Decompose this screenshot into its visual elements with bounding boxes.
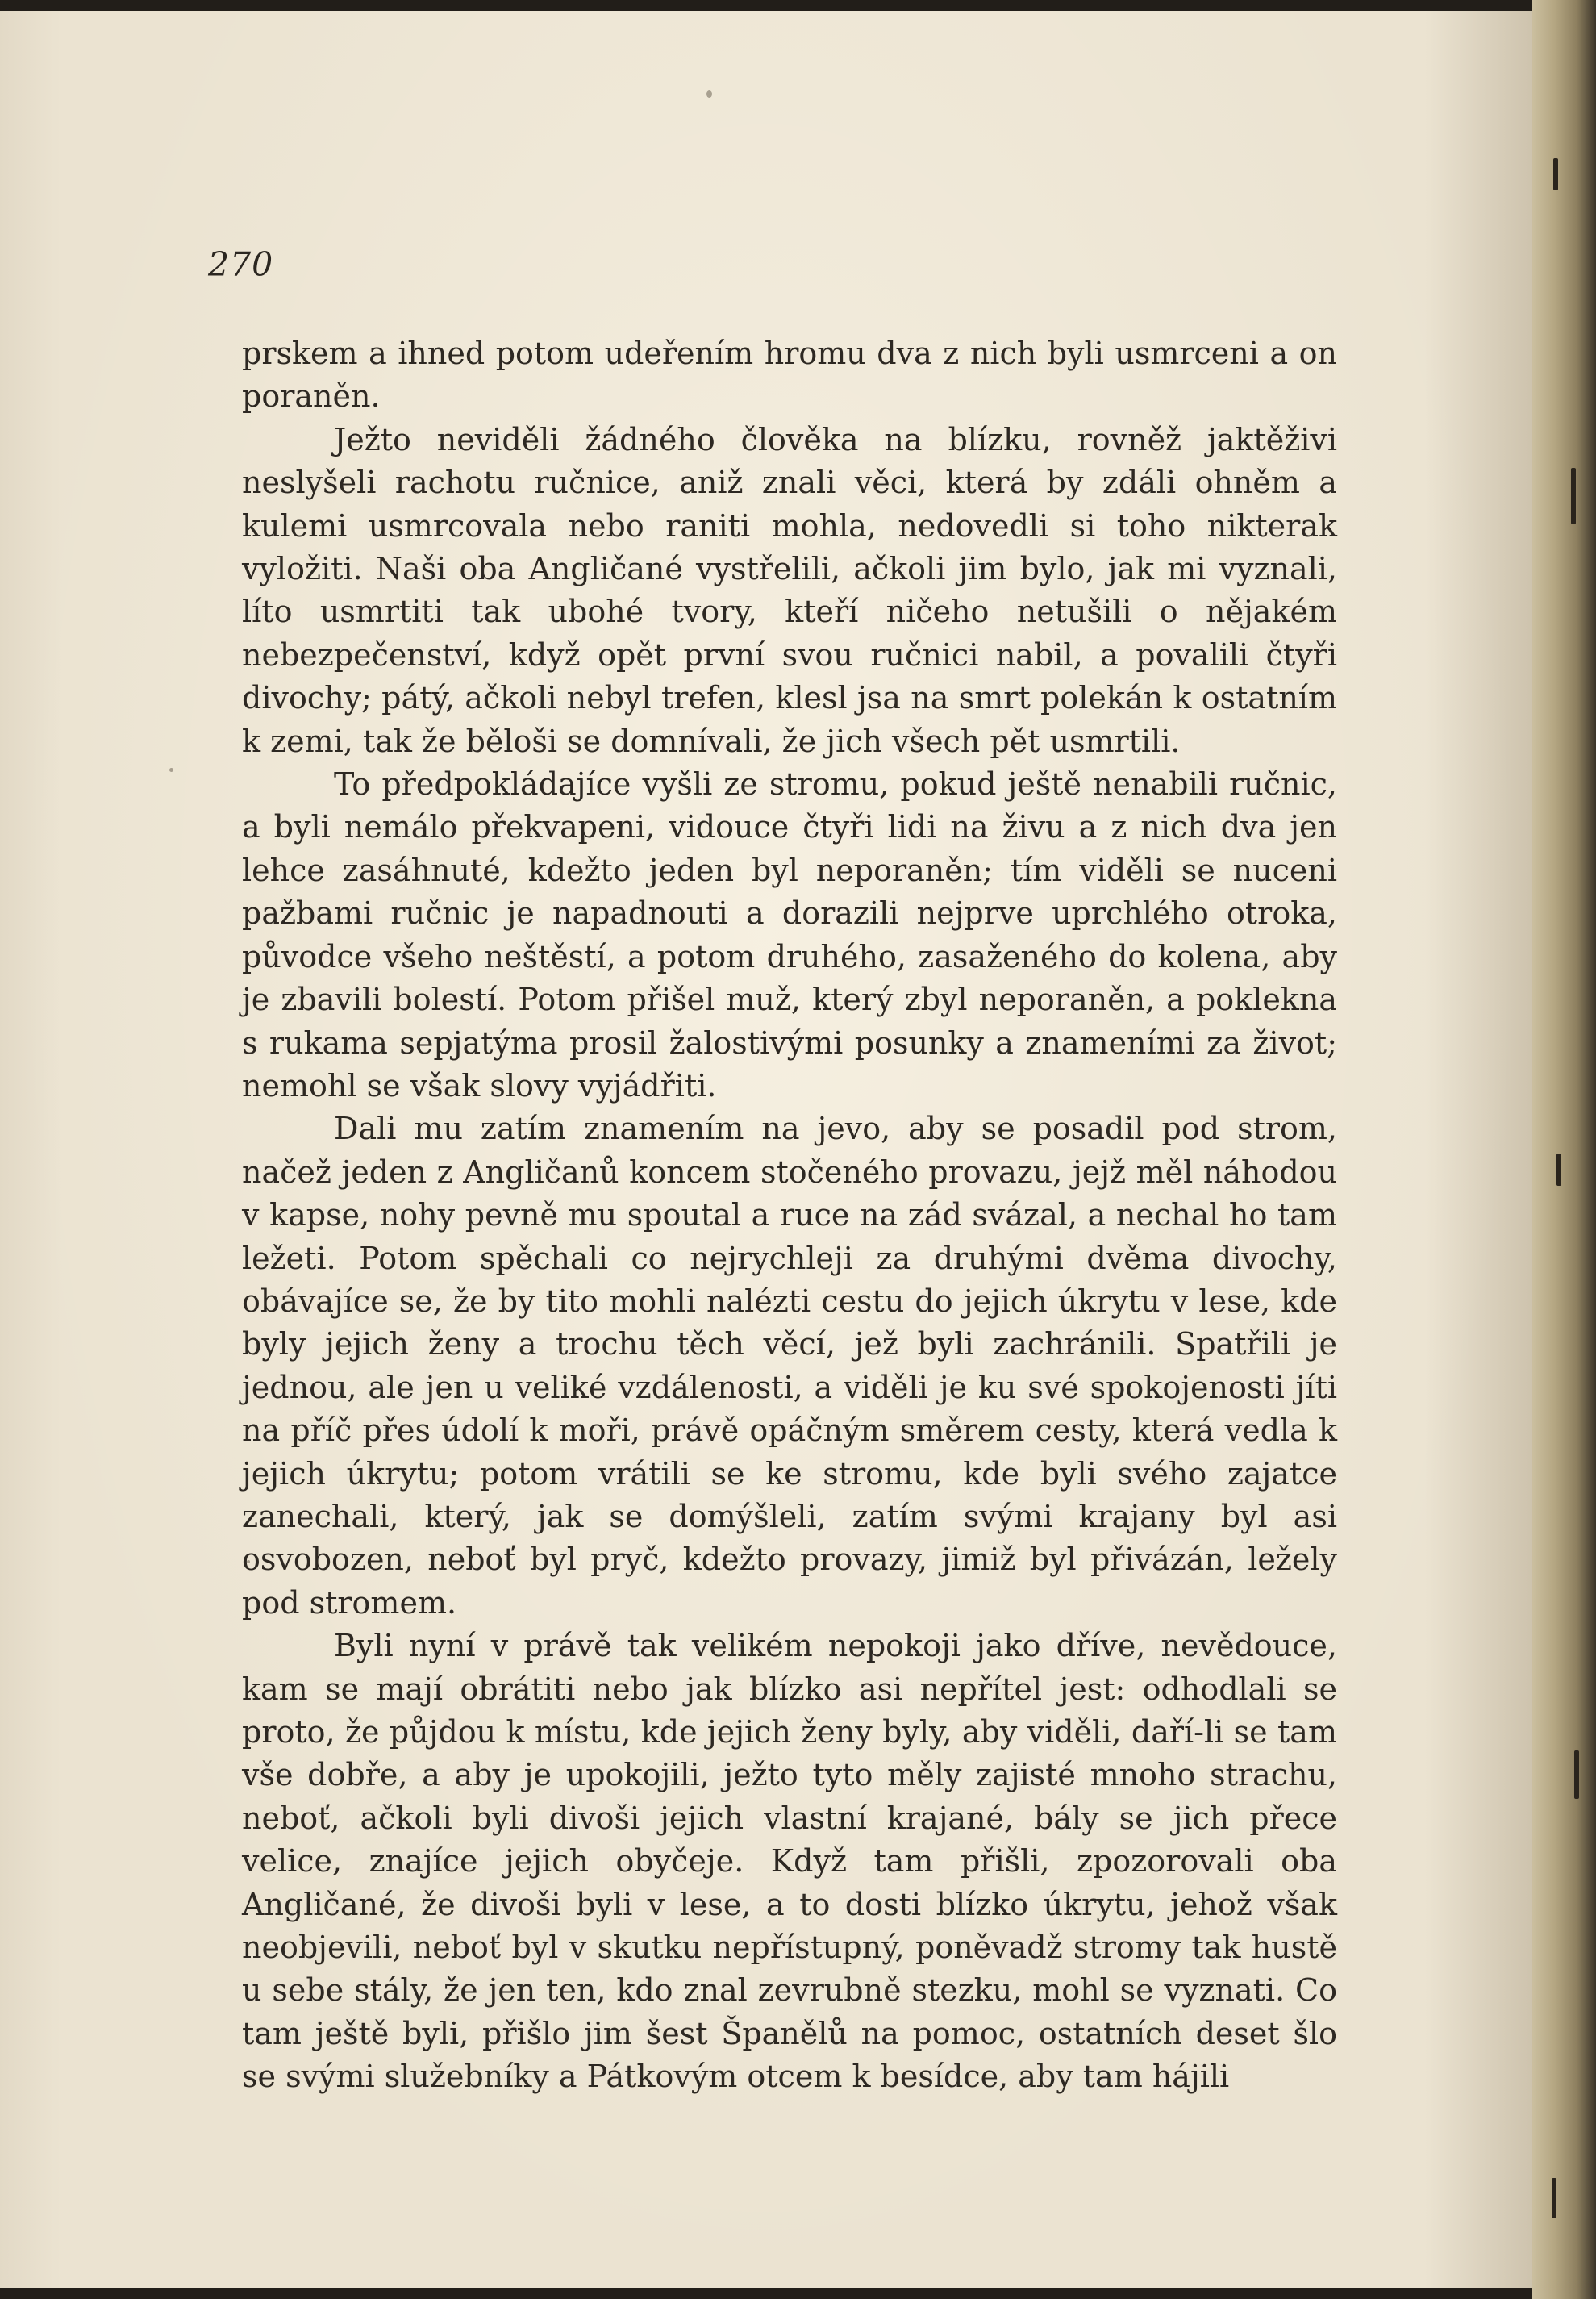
- binding-mark: [1552, 2178, 1556, 2218]
- page-number: 270: [208, 245, 274, 284]
- paragraph: To předpokládajíce vyšli ze stromu, pokud ještě nenabili ručnic, a byli nemálo překvapeni, vidouce čtyři lidi na živu a z nich dva jen lehce zasáhnuté, kdežto jeden byl neporaněn; tím viděli se nuceni pažbami ručnic je napadnouti a dorazili nejprve uprchlého otroka, původce všeho neštěstí, a potom druhého, zasaženého do kolena, aby je zbavili bolestí. Potom přišel muž, který zbyl neporaněn, a pokleknа s rukama sepjatýma prosil žalostivými posunky a znameními za život; nemohl se však slovy vyjádřiti.: [242, 766, 1337, 1104]
- binding-mark: [1571, 468, 1576, 524]
- paragraph: Dali mu zatím znamením na jevo, aby se posadil pod strom, načež jeden z Angličanů koncem stočeného provazu, jejž měl náhodou v kapse, nohy pevně mu spoutal a ruce na zád svázal, a nechal ho tam ležeti. Potom spěchali co nejrychleji za druhými dvěma divochy, obávajíce se, že by tito mohli nalézti cestu do jejich úkrytu v lese, kde byly jejich ženy a trochu těch věcí, jež byli zachránili. Spatřili je jednou, ale jen u veliké vzdálenosti, a viděli je ku své spokojenosti jíti na příč přes údolí k moři, právě opáčným směrem cesty, která vedla k jejich úkrytu; potom vrátili se ke stromu, kde byli svého zajatce zanechali, který, jak se domýšleli, zatím svými krajany byl asi osvobozen, neboť byl pryč, kdežto provazy, jimiž byl přivázán, ležely pod stromem.: [242, 1111, 1337, 1621]
- binding-mark: [1574, 1750, 1579, 1799]
- paragraph: Ježto neviděli žádného člověka na blízku, rovněž jaktěživi neslyšeli rachotu ručnice, aniž znali věci, která by zdáli ohněm a kulemi usmrcovala nebo raniti mohla, nedovedli si toho nikterak vyložiti. Naši oba Angličané vystřelili, ačkoli jim bylo, jak mi vyznali, líto usmrtiti tak ubohé tvory, kteří ničeho netušili o nějakém nebezpečenství, když opět první svou ručnici nabil, a povalili čtyři divochy; pátý, ačkoli nebyl trefen, klesl jsa na smrt polekán k ostatním k zemi, tak že běloši se domnívali, že jich všech pět usmrtili.: [242, 421, 1337, 759]
- paper-speck: [706, 90, 712, 98]
- paragraph: prskem a ihned potom udeřením hromu dva z nich byli usmrceni a on poraněn.: [242, 336, 1337, 415]
- paragraph: Byli nyní v právě tak velikém nepokoji jako dříve, nevědouce, kam se mají obrátiti nebo jak blízko asi nepřítel jest: odhodlali se proto, že půjdou k místu, kde jejich ženy byly, aby viděli, daří-li se tam vše dobře, a aby je upokojili, ježto tyto měly zajisté mnoho strachu, neboť, ačkoli byli divoši jejich vlastní krajané, bály se jich přece velice, znajíce jejich obyčeje. Když tam přišli, zpozorovali oba Angličané, že divoši byli v lese, a to dosti blízko úkrytu, jehož však neobjevili, neboť byl v skutku nepřístupný, poněvadž stromy tak hustě u sebe stály, že jen ten, kdo znal zevrubně stezku, mohl se vyznati. Co tam ještě byli, přišlo jim šest Španělů na pomoc, ostatních deset šlo se svými služebníky a Pátkovým otcem k besídce, aby tam hájili: [242, 1628, 1337, 2095]
- binding-mark: [1556, 1154, 1561, 1186]
- paper-speck: [169, 768, 173, 772]
- page-gutter: [1532, 0, 1596, 2299]
- book-page: [0, 11, 1532, 2288]
- binding-mark: [1553, 158, 1558, 190]
- body-text: [242, 332, 1337, 2099]
